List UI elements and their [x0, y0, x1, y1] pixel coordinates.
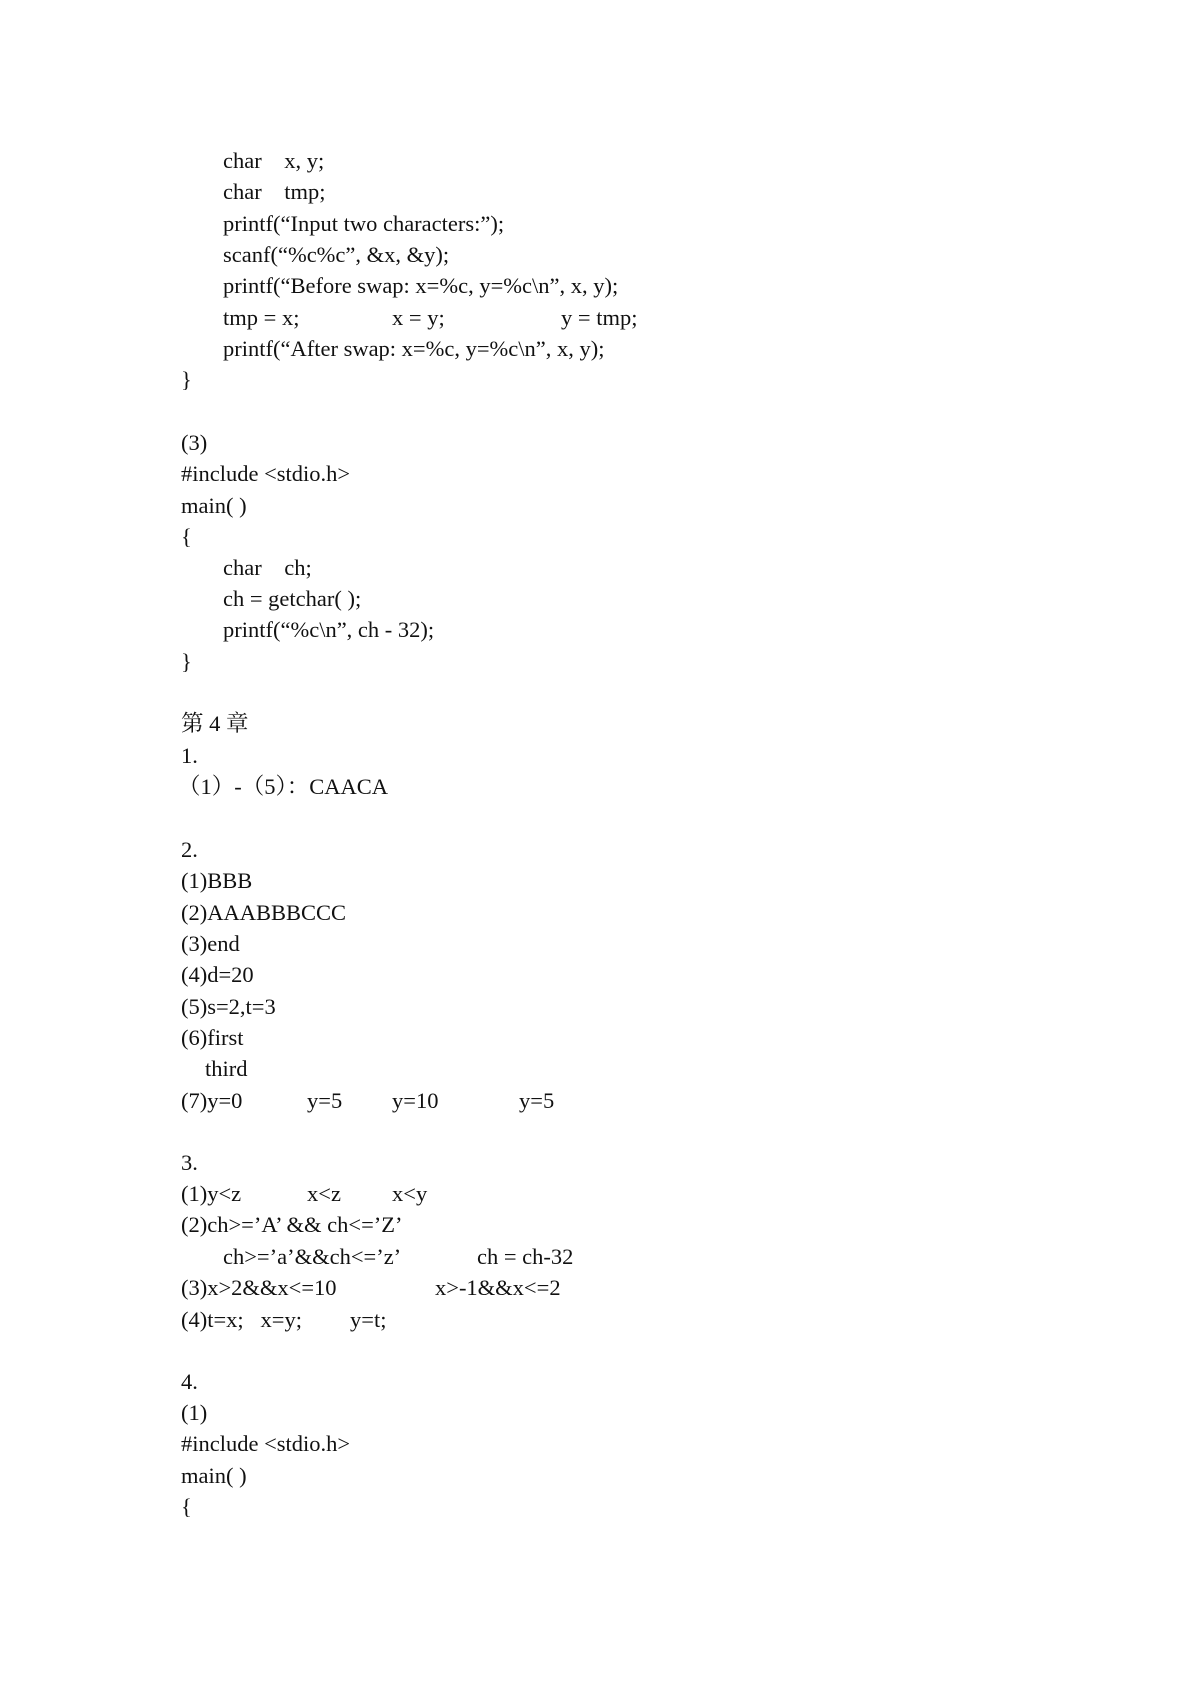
- answer-line: （1）-（5）：CAACA: [178, 774, 389, 799]
- answer-line: y=10: [392, 1088, 439, 1113]
- answer-line: y=5: [307, 1088, 343, 1113]
- answer-line: x<z: [307, 1181, 341, 1206]
- answer-line: (4)d=20: [181, 962, 254, 987]
- answer-line: y=t;: [350, 1307, 387, 1332]
- code-line: }: [181, 367, 192, 392]
- code-line: ch = getchar( );: [223, 586, 362, 611]
- section-number: 3.: [181, 1150, 198, 1175]
- code-line: y = tmp;: [561, 305, 638, 330]
- section-number: 4.: [181, 1369, 198, 1394]
- item-label: (1): [181, 1400, 208, 1425]
- code-line: main( ): [181, 493, 247, 518]
- answer-line: (1)BBB: [181, 868, 253, 893]
- answer-line: (7)y=0: [181, 1088, 243, 1113]
- answer-line: (2)AAABBBCCC: [181, 900, 347, 925]
- code-line: {: [181, 524, 192, 549]
- answer-line: (6)first: [181, 1025, 244, 1050]
- code-line: char ch;: [223, 555, 312, 580]
- answer-line: (4)t=x; x=y;: [181, 1307, 302, 1332]
- code-line: #include <stdio.h>: [181, 461, 351, 486]
- code-line: printf(“Before swap: x=%c, y=%c\n”, x, y);: [223, 273, 619, 298]
- code-line: tmp = x;: [223, 305, 300, 330]
- code-line: char x, y;: [223, 148, 325, 173]
- answer-line: third: [205, 1056, 248, 1081]
- answer-line: ch = ch-32: [477, 1244, 574, 1269]
- code-line: scanf(“%c%c”, &x, &y);: [223, 242, 450, 267]
- answer-line: (2)ch>=’A’ && ch<=’Z’: [181, 1212, 403, 1237]
- code-line: main( ): [181, 1463, 247, 1488]
- answer-line: (3)x>2&&x<=10: [181, 1275, 337, 1300]
- code-line: #include <stdio.h>: [181, 1431, 351, 1456]
- answer-line: x>-1&&x<=2: [435, 1275, 561, 1300]
- code-line: printf(“Input two characters:”);: [223, 211, 505, 236]
- section-number: 2.: [181, 837, 198, 862]
- code-line: {: [181, 1494, 192, 1519]
- answer-line: (5)s=2,t=3: [181, 994, 276, 1019]
- code-line: x = y;: [392, 305, 445, 330]
- chapter-heading: 第 4 章: [181, 711, 249, 736]
- item-label: (3): [181, 430, 208, 455]
- answer-line: ch>=’a’&&ch<=’z’: [223, 1244, 402, 1269]
- code-line: char tmp;: [223, 179, 326, 204]
- code-line: }: [181, 649, 192, 674]
- section-number: 1.: [181, 743, 198, 768]
- answer-line: (1)y<z: [181, 1181, 242, 1206]
- answer-line: y=5: [519, 1088, 555, 1113]
- answer-line: (3)end: [181, 931, 240, 956]
- answer-line: x<y: [392, 1181, 428, 1206]
- code-line: printf(“%c\n”, ch - 32);: [223, 617, 435, 642]
- code-line: printf(“After swap: x=%c, y=%c\n”, x, y);: [223, 336, 605, 361]
